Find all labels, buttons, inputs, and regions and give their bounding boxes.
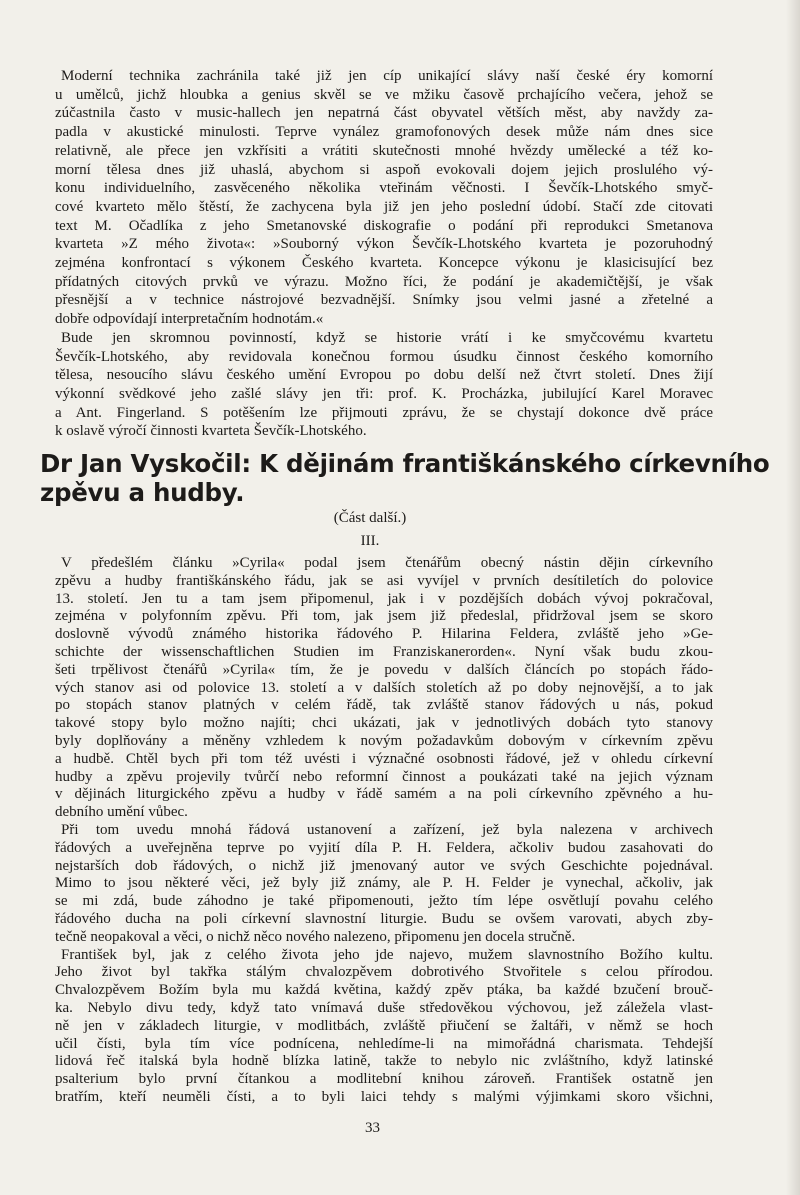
text-line: v dějinách liturgického zpěvu a hudby v řádě samém a na poli církevního zpěvného a hu- (55, 786, 713, 803)
text-line: Bude jen skromnou povinností, když se historie vrátí i ke smyčcovému kvartetu (61, 329, 713, 346)
paragraph (55, 67, 713, 329)
text-line: relativně, ale přece jen vzkřísiti a vrátiti skutečnosti mnohé hvězdy umělecké a též ko- (55, 142, 713, 159)
text-line: Ševčík-Lhotského, aby revidovala konečnou formou úsudku činnost českého komorního (55, 348, 713, 365)
text-line: výkonní svědkové jeho zašlé slávy jen tři: prof. K. Procházka, jubilující Karel Moravec (55, 385, 713, 402)
text-line: zejména v polyfonním zpěvu. Při tom, jak jsem již předeslal, přidržoval jsem se skoro (55, 608, 713, 625)
text-line: přesnější a v technice nástrojové bezvadnější. Snímky jsou velmi jasné a zřetelné a (55, 292, 713, 309)
text-line: bratřím, kteří neuměli čísti, a to byli laici tehdy s malými výjimkami skoro všichni, (55, 1088, 713, 1105)
text-line: nejstarších dob řádových, o nichž již jmenovaný autor ve svých Geschichte pojednával. (55, 857, 713, 874)
text-line: 13. století. Jen tu a tam jsem připomenul, jak i v pozdějších dobách vývoj pokračoval, (55, 590, 713, 607)
text-line: tečně neopakoval a věci, o nichž něco nového nalezeno, připomenu jen docela stručně. (55, 928, 576, 945)
text-line: u umělců, jichž hloubka a genius skvěl se ve mžiku časově prchajícího večera, jehož se (55, 86, 713, 103)
text-line: V předešlém článku »Cyrila« podal jsem čtenářům obecný nástin dějin církevního (61, 555, 713, 571)
text-line: po stopách stanov platných v celém řádě, tak zvláště stanov řádových u nás, pokud (55, 697, 713, 714)
paragraph (55, 329, 713, 441)
page-number: 33 (365, 1120, 380, 1136)
text-line: ně jen v základech liturgie, v modlitbách, zvláště přiučení se žaltáři, v němž se hoch (55, 1017, 713, 1034)
text-line: František byl, jak z celého života jeho jde najevo, mužem slavnostního Božího kultu. (61, 946, 713, 963)
text-line: schichte der wissenschaftlichen Studien im Franziskanerorden«. Nyní však budu zkou- (55, 643, 713, 660)
text-line: zpěvu a hudby františkánského řádu, jak se asi vyvíjel v prvních desítiletích do polovice (55, 572, 713, 589)
text-line: byly doplňovány a měněny vzhledem k novým požadavkům dobovým v církevním zpěvu (55, 732, 713, 749)
text-line: Chvalozpěvem Božím byla mu každá květina, každý zpěv ptáka, ba každé bzučení brouč- (55, 982, 713, 999)
text-line: hudby a zpěvu projevily tvůrčí nebo reformní činnost a poukázati také na jejich význam (55, 768, 713, 785)
text-line: Při tom uvedu mnohá řádová ustanovení a zařízení, jež byla nalezena v archivech (61, 821, 713, 838)
paragraph (55, 947, 713, 1107)
text-line: k oslavě výročí činnosti kvarteta Ševčík-Lhotského. (55, 423, 367, 440)
text-line: psalterium bylo první čítankou a modlitební knihou zároveň. František ostatně jen (55, 1071, 713, 1088)
text-line: tělesa, nesoucího slávu českého umění Evropou po dobu delší než čtvrt století. Dnes žijí (55, 367, 713, 384)
text-line: a hudbě. Chtěl bych při tom též uvésti i význačné osobnosti řádové, jež v ohledu církevní (55, 750, 713, 767)
text-line: učil čísti, byla tím více podnícena, nehledíme-li na mimořádná charismata. Tehdejší (55, 1035, 713, 1052)
article-subtitle: (Část další.) (333, 510, 407, 526)
text-line: doslovně vývodů známého historika řádového P. Hilarina Feldera, zvláště jeho »Ge- (55, 626, 713, 643)
text-line: se mi zdá, bude záhodno je také připomenouti, ježto tím lépe osvětlují povahu celého (55, 893, 713, 910)
text-line: řádových a uveřejněna teprve po vyjití díla P. H. Feldera, ačkoliv budou zasahovati do (55, 839, 713, 856)
text-line: kvarteta »Z mého života«: »Souborný výkon Ševčík-Lhotského kvarteta je pozoruhodný (55, 236, 713, 253)
article-body (55, 555, 713, 1107)
paragraph (55, 555, 713, 822)
text-line: cové kvarteto mělo štěstí, že zachycena byla již jen jeho poslední údobí. Stačí zde citovati (55, 198, 713, 215)
text-line: šeti trpělivost čtenářů »Cyrila« tím, že je povedu v dalších článcích po stopách řádo- (55, 661, 713, 678)
section-number: III. (360, 533, 380, 549)
text-line: padla v akustické minulosti. Teprve vynález gramofonových desek může nám dnes sice (55, 124, 713, 141)
text-line: Moderní technika zachránila také již jen cíp unikající slávy naší české éry komorní (61, 68, 713, 84)
text-line: ka. Nebylo divu tedy, když tato vnímavá duše středověkou výchovou, jež záležela vlast- (55, 999, 713, 1016)
text-line: debního umění vůbec. (55, 804, 188, 821)
text-line: zúčastnila často v music-hallech jen nepatrná část obyvatel větších měst, aby navždy za- (55, 105, 713, 122)
text-line: konu individuelního, zasvěceného několika vteřinám věčnosti. I Ševčík-Lhotského smyč- (55, 180, 713, 197)
text-line: Jeho život byl takřka stálým chvalozpěvem dobrotivého Stvořitele s celou přírodou. (55, 964, 713, 981)
text-line: řádového ducha na poli církevní slavnostní liturgie. Budu se ovšem varovati, abych zby- (55, 910, 713, 927)
text-line: text M. Očadlíka z jeho Smetanovské diskografie o podání při reprodukci Smetanova (55, 217, 713, 234)
text-line: vých stanov asi od polovice 13. století a v dalších stoletích až po doby nejnovější, a to jak (55, 679, 713, 696)
text-line: takové stopy bylo možno najíti; chci ukázati, jak v jednotlivých dobách tyto stanovy (55, 715, 713, 732)
text-line: Mimo to jsou některé věci, jež byly již známy, ale P. H. Felder je vynechal, ačkoliv, jak (55, 875, 713, 892)
paragraph (55, 822, 713, 947)
article-title-line-1: Dr Jan Vyskočil: K dějinám františkánského církevního (40, 449, 770, 478)
article-title-line-2: zpěvu a hudby. (40, 478, 245, 507)
text-line: dobře odpovídají interpretačním hodnotám.« (55, 311, 324, 328)
previous-article-text (55, 67, 713, 441)
text-line: morní tělesa dnes již uhaslá, abychom si aspoň evokovali dojem jejich proslulého vý- (55, 161, 713, 178)
text-line: a Ant. Fingerland. S potěšením lze přijmouti zprávu, že se chystají dokonce dvě práce (55, 404, 713, 421)
text-line: lidová řeč italská byla hodně blízka latině, takže to nebylo nic zvláštního, když latinské (55, 1053, 713, 1070)
text-line: zejména konfrontací s výkonem Českého kvarteta. Koncepce výkonu je klasicisující bez (55, 255, 713, 272)
text-line: přídatných citových prvků ve výrazu. Možno říci, že podání je akademičtější, je však (55, 273, 713, 290)
page-edge (786, 0, 800, 1195)
